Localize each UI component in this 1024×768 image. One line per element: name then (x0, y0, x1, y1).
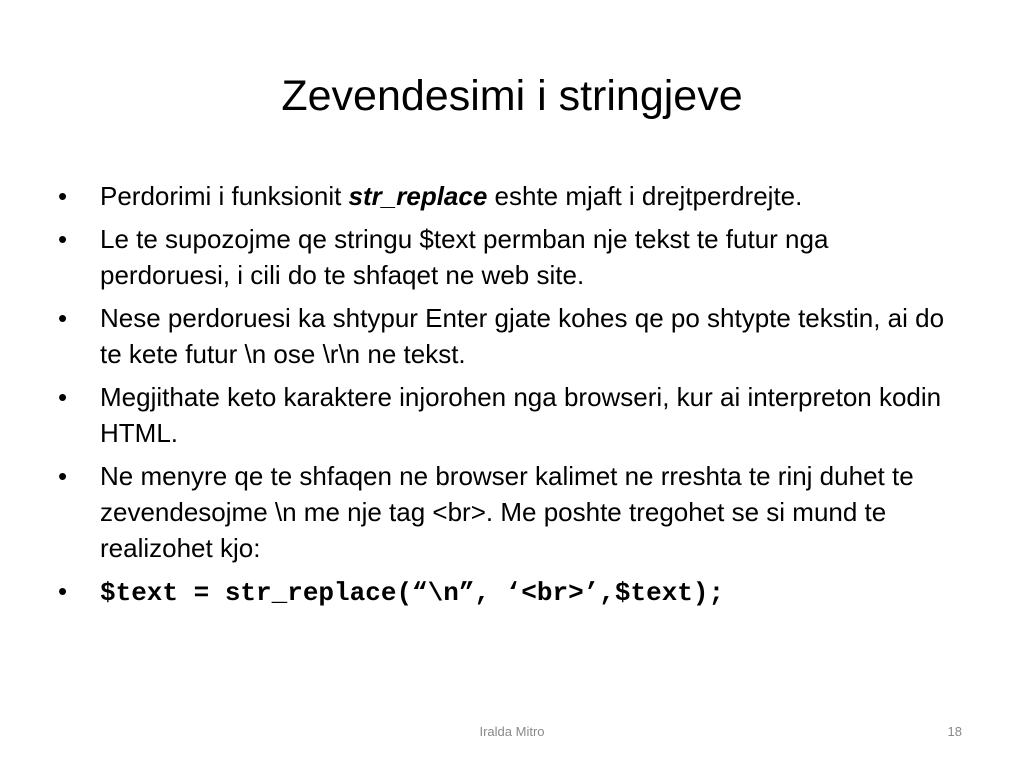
bullet-item (58, 458, 958, 566)
bullet-item (58, 379, 958, 451)
bullet-list (58, 178, 958, 618)
function-name: str_replace (348, 181, 488, 211)
bullet-text-before: Perdorimi i funksionit (100, 181, 349, 211)
bullet-item (58, 573, 958, 611)
bullet-item (58, 178, 958, 214)
bullet-text: Ne menyre qe te shfaqen ne browser kalimet ne rreshta te rinj duhet te zevendesojme \n me nje tag <br>. Me poshte tregohet se si mund te realizohet kjo: (100, 461, 914, 563)
bullet-text-after: eshte mjaft i drejtperdrejte. (487, 181, 803, 211)
bullet-text: Megjithate keto karaktere injorohen nga browseri, kur ai interpreton kodin HTML. (100, 382, 942, 448)
code-snippet: $text = str_replace(“\n”, ‘<br>’,$text); (100, 578, 725, 608)
slide-title: Zevendesimi i stringjeve (281, 72, 743, 120)
bullet-text: Nese perdoruesi ka shtypur Enter gjate kohes qe po shtypte tekstin, ai do te kete futur \n ose \r\n ne tekst. (100, 303, 945, 369)
bullet-item (58, 221, 958, 293)
bullet-text: Le te supozojme qe stringu $text permban nje tekst te futur nga perdoruesi, i cili do te shfaqet ne web site. (100, 224, 829, 290)
footer-author: Iralda Mitro (479, 724, 545, 739)
page-number: 18 (947, 724, 962, 739)
bullet-item (58, 300, 958, 372)
